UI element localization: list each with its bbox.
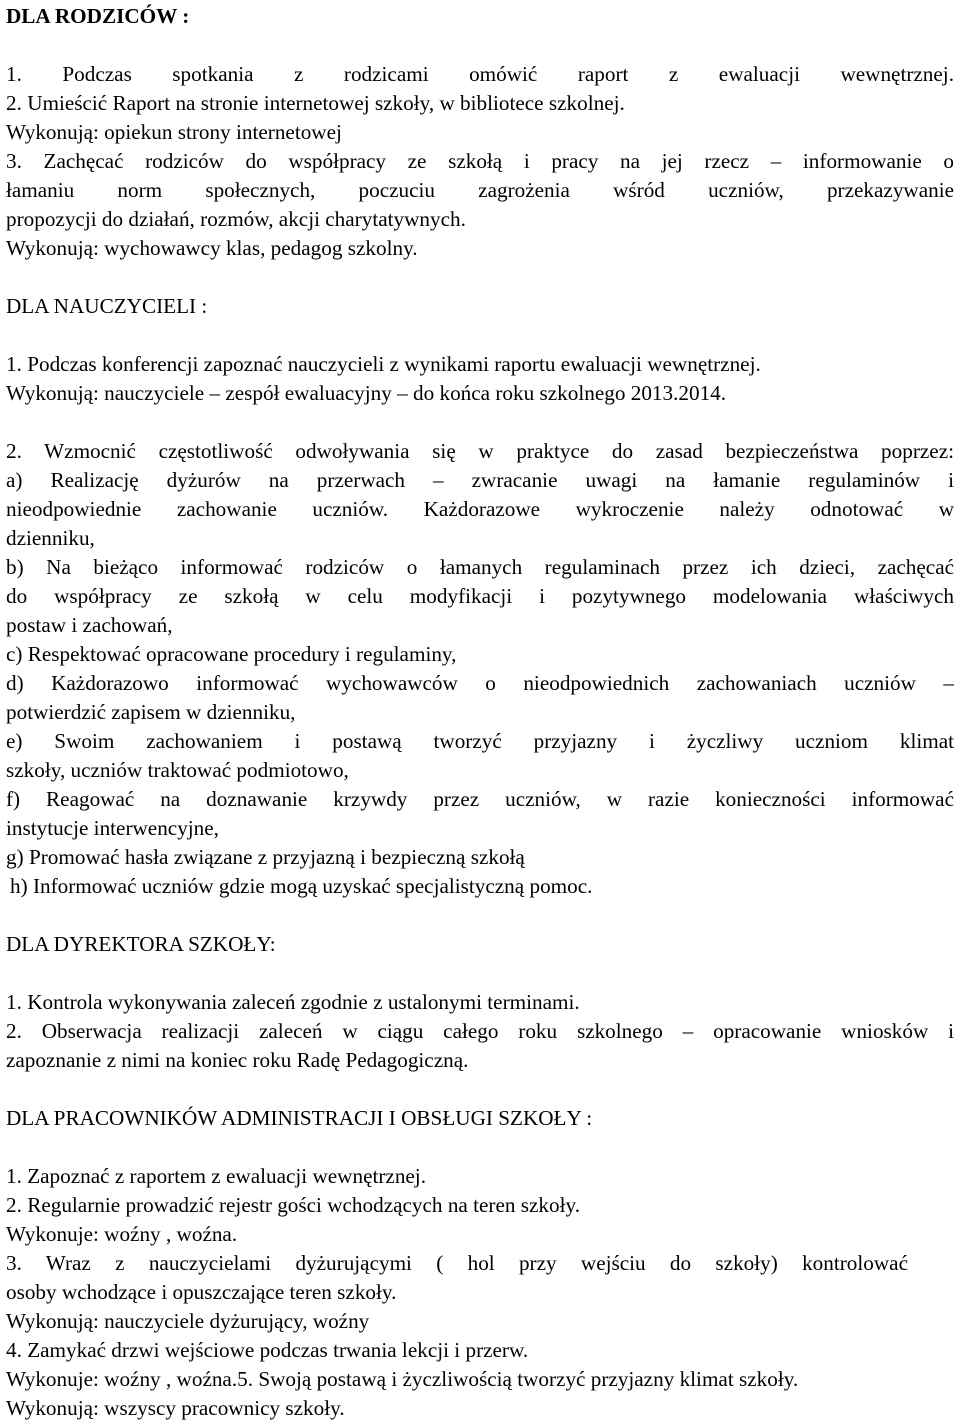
rodzicow-line: łamaniu norm społecznych, poczuciu zagrożenia wśród uczniów, przekazywanie bbox=[6, 178, 954, 202]
nauczycieli-line: nieodpowiednie zachowanie uczniów. Każdorazowe wykroczenie należy odnotować w bbox=[6, 497, 954, 521]
heading-nauczycieli: DLA NAUCZYCIELI : bbox=[6, 294, 208, 318]
dyrektora-line: 2. Obserwacja realizacji zaleceń w ciągu całego roku szkolnego – opracowanie wniosków i bbox=[6, 1019, 954, 1043]
nauczycieli-line: instytucje interwencyjne, bbox=[6, 816, 219, 840]
pracownikow-line: 1. Zapoznać z raportem z ewaluacji wewnętrznej. bbox=[6, 1164, 426, 1188]
nauczycieli-line: dzienniku, bbox=[6, 526, 95, 550]
nauczycieli-line: d) Każdorazowo informować wychowawców o nieodpowiednich zachowaniach uczniów – bbox=[6, 671, 954, 695]
pracownikow-line: Wykonują: wszyscy pracownicy szkoły. bbox=[6, 1396, 345, 1420]
nauczycieli-line: do współpracy ze szkołą w celu modyfikacji i pozytywnego modelowania właściwych bbox=[6, 584, 954, 608]
nauczycieli-line: potwierdzić zapisem w dzienniku, bbox=[6, 700, 296, 724]
pracownikow-line: 3. Wraz z nauczycielami dyżurującymi ( hol przy wejściu do szkoły) kontrolować bbox=[6, 1251, 908, 1275]
pracownikow-line: osoby wchodzące i opuszczające teren szkoły. bbox=[6, 1280, 397, 1304]
pracownikow-line: 2. Regularnie prowadzić rejestr gości wchodzących na teren szkoły. bbox=[6, 1193, 580, 1217]
pracownikow-line: 4. Zamykać drzwi wejściowe podczas trwania lekcji i przerw. bbox=[6, 1338, 529, 1362]
nauczycieli-line: e) Swoim zachowaniem i postawą tworzyć przyjazny i życzliwy uczniom klimat bbox=[6, 729, 954, 753]
nauczycieli-line: h) Informować uczniów gdzie mogą uzyskać specjalistyczną pomoc. bbox=[10, 874, 593, 898]
dyrektora-line: zapoznanie z nimi na koniec roku Radę Pedagogiczną. bbox=[6, 1048, 469, 1072]
heading-pracownikow: DLA PRACOWNIKÓW ADMINISTRACJI I OBSŁUGI SZKOŁY : bbox=[6, 1106, 593, 1130]
nauczycieli-line: Wykonują: nauczyciele – zespół ewaluacyjny – do końca roku szkolnego 2013.2014. bbox=[6, 381, 727, 405]
pracownikow-line: Wykonuje: woźny , woźna. bbox=[6, 1222, 238, 1246]
nauczycieli-line: szkoły, uczniów traktować podmiotowo, bbox=[6, 758, 349, 782]
nauczycieli-line: g) Promować hasła związane z przyjazną i bezpieczną szkołą bbox=[6, 845, 525, 869]
heading-rodzicow: DLA RODZICÓW : bbox=[6, 4, 190, 28]
rodzicow-line: propozycji do działań, rozmów, akcji charytatywnych. bbox=[6, 207, 466, 231]
rodzicow-line: Wykonują: wychowawcy klas, pedagog szkolny. bbox=[6, 236, 418, 260]
nauczycieli-line: c) Respektować opracowane procedury i regulaminy, bbox=[6, 642, 457, 666]
nauczycieli-line: b) Na bieżąco informować rodziców o łamanych regulaminach przez ich dzieci, zachęcać bbox=[6, 555, 954, 579]
nauczycieli-line: a) Realizację dyżurów na przerwach – zwracanie uwagi na łamanie regulaminów i bbox=[6, 468, 954, 492]
nauczycieli-line: 1. Podczas konferencji zapoznać nauczycieli z wynikami raportu ewaluacji wewnętrznej. bbox=[6, 352, 761, 376]
pracownikow-line: Wykonują: nauczyciele dyżurujący, woźny bbox=[6, 1309, 370, 1333]
nauczycieli-line: postaw i zachowań, bbox=[6, 613, 173, 637]
nauczycieli-line: f) Reagować na doznawanie krzywdy przez uczniów, w razie konieczności informować bbox=[6, 787, 954, 811]
rodzicow-line: 1. Podczas spotkania z rodzicami omówić raport z ewaluacji wewnętrznej. bbox=[6, 62, 954, 86]
nauczycieli-line: 2. Wzmocnić częstotliwość odwoływania się w praktyce do zasad bezpieczeństwa poprzez: bbox=[6, 439, 954, 463]
rodzicow-line: 2. Umieścić Raport na stronie internetowej szkoły, w bibliotece szkolnej. bbox=[6, 91, 625, 115]
pracownikow-line: Wykonuje: woźny , woźna.5. Swoją postawą i życzliwością tworzyć przyjazny klimat szkoły. bbox=[6, 1367, 799, 1391]
heading-dyrektora: DLA DYREKTORA SZKOŁY: bbox=[6, 932, 276, 956]
rodzicow-line: Wykonują: opiekun strony internetowej bbox=[6, 120, 342, 144]
rodzicow-line: 3. Zachęcać rodziców do współpracy ze szkołą i pracy na jej rzecz – informowanie o bbox=[6, 149, 954, 173]
dyrektora-line: 1. Kontrola wykonywania zaleceń zgodnie z ustalonymi terminami. bbox=[6, 990, 580, 1014]
